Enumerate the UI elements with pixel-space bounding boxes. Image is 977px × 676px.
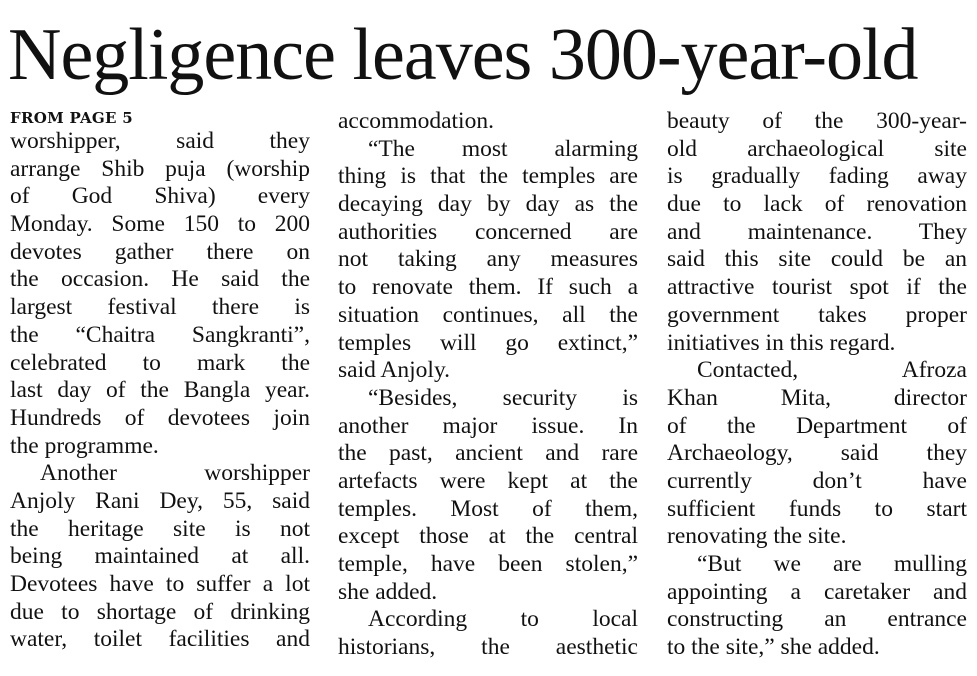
article-line: “Besides, security is bbox=[368, 384, 638, 411]
article-line: is gradually fading away bbox=[667, 163, 967, 190]
article-line: government takes proper bbox=[667, 301, 967, 328]
article-line: renovating the site. bbox=[667, 523, 847, 550]
article-line: temple, have been stolen,” bbox=[338, 551, 638, 577]
article-line: constructing an entrance bbox=[667, 606, 967, 633]
article-line: except those at the central bbox=[338, 523, 638, 550]
article-line: thing is that the temples are bbox=[338, 163, 638, 190]
article-line: appointing a caretaker and bbox=[667, 578, 967, 605]
article-line: situation continues, all the bbox=[338, 301, 638, 328]
article-line: “But we are mulling bbox=[697, 551, 967, 577]
article-column-1 bbox=[10, 108, 310, 654]
article-line: due to shortage of drinking bbox=[10, 598, 310, 625]
article-line: Archaeology, said they bbox=[667, 440, 967, 467]
article-line: due to lack of renovation bbox=[667, 191, 967, 218]
article-line: and maintenance. They bbox=[667, 218, 967, 245]
article-line: accommodation. bbox=[338, 108, 494, 134]
article-line: said Anjoly. bbox=[338, 357, 451, 384]
article-line: said this site could be an bbox=[667, 246, 967, 273]
article-line: devotes gather there on bbox=[10, 238, 310, 265]
article-line: not taking any measures bbox=[338, 246, 638, 273]
article-line: to the site,” she added. bbox=[667, 634, 880, 661]
article-column-2 bbox=[338, 108, 638, 662]
article-line: old archaeological site bbox=[667, 135, 967, 162]
article-line: beauty of the 300-year- bbox=[667, 108, 967, 134]
article-line: being maintained at all. bbox=[10, 543, 310, 570]
article-line: Hundreds of devotees join bbox=[10, 404, 310, 431]
continuation-kicker: FROM PAGE 5 bbox=[10, 109, 134, 127]
article-line: water, toilet facilities and bbox=[10, 626, 310, 653]
article-line: Anjoly Rani Dey, 55, said bbox=[10, 487, 310, 514]
article-line: initiatives in this regard. bbox=[667, 329, 896, 356]
article-line: largest festival there is bbox=[10, 294, 310, 321]
article-line: temples will go extinct,” bbox=[338, 329, 638, 356]
article-line: the “Chaitra Sangkranti”, bbox=[10, 321, 310, 348]
article-line: the heritage site is not bbox=[10, 515, 310, 542]
article-line: According to local bbox=[368, 606, 638, 633]
article-line: another major issue. In bbox=[338, 412, 638, 439]
article-line: artefacts were kept at the bbox=[338, 467, 638, 494]
article-line: sufficient funds to start bbox=[667, 495, 967, 522]
article-column-3 bbox=[667, 108, 967, 662]
article-line: of God Shiva) every bbox=[10, 183, 310, 210]
article-line: last day of the Bangla year. bbox=[10, 377, 310, 404]
article-line: Another worshipper bbox=[40, 460, 310, 487]
article-line: worshipper, said they bbox=[10, 128, 310, 154]
article-line: authorities concerned are bbox=[338, 218, 638, 245]
article-line: currently don’t have bbox=[667, 467, 967, 494]
article-line: Devotees have to suffer a lot bbox=[10, 571, 310, 597]
article-line: arrange Shib puja (worship bbox=[10, 155, 310, 182]
article-line: the programme. bbox=[10, 432, 159, 459]
article-line: she added. bbox=[338, 578, 438, 605]
article-line: the occasion. He said the bbox=[10, 266, 310, 293]
article-line: celebrated to mark the bbox=[10, 349, 310, 376]
article-line: “The most alarming bbox=[368, 135, 638, 162]
article-line: attractive tourist spot if the bbox=[667, 274, 967, 301]
article-line: the past, ancient and rare bbox=[338, 440, 638, 467]
article-line: to renovate them. If such a bbox=[338, 274, 638, 301]
headline: Negligence leaves 300-year-old bbox=[8, 14, 918, 96]
article-line: Contacted, Afroza bbox=[697, 357, 967, 384]
article-line: temples. Most of them, bbox=[338, 495, 638, 522]
article-line: Khan Mita, director bbox=[667, 384, 967, 411]
article-line: of the Department of bbox=[667, 412, 967, 439]
article-line: Monday. Some 150 to 200 bbox=[10, 211, 310, 238]
article-line: decaying day by day as the bbox=[338, 191, 638, 218]
article-line: historians, the aesthetic bbox=[338, 634, 638, 661]
